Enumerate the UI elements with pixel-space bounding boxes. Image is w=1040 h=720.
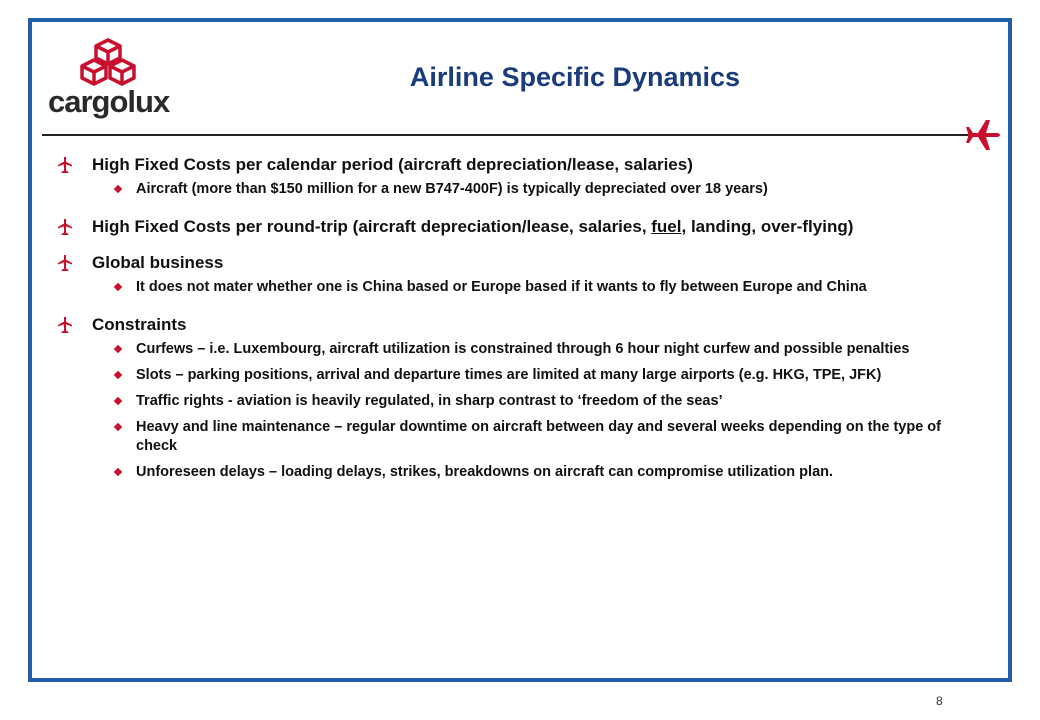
diamond-bullet-icon — [114, 423, 122, 431]
sub-bullet-text: Unforeseen delays – loading delays, strikes, breakdowns on aircraft can compromise utilization plan. — [136, 464, 834, 480]
slide-title: Airline Specific Dynamics — [409, 62, 741, 92]
page-number: 8 — [936, 694, 943, 708]
bullet-text: Constraints — [92, 315, 187, 334]
bullet-text: High Fixed Costs per calendar period (aircraft depreciation/lease, salaries) — [92, 155, 693, 174]
cargolux-logo — [48, 38, 168, 120]
bullet-text-part: , landing, over-flying) — [681, 217, 854, 236]
logo-wordmark: cargolux — [48, 84, 170, 119]
bullet-text-underlined: fuel — [651, 217, 682, 236]
airplane-bullet-icon — [58, 219, 72, 235]
sub-bullet-text: Heavy and line maintenance – regular downtime on aircraft between day and several weeks depending on the type of check — [136, 419, 941, 454]
sub-bullet-item — [52, 340, 992, 359]
sub-bullet-item — [52, 418, 992, 456]
diamond-bullet-icon — [114, 468, 122, 476]
bullet-text-part: High Fixed Costs per round-trip (aircraft depreciation/lease, salaries, — [92, 217, 652, 236]
diamond-bullet-icon — [114, 283, 122, 291]
sub-bullet-item — [52, 366, 992, 385]
airplane-bullet-icon — [58, 317, 72, 333]
bullet-item — [52, 252, 992, 274]
bullet-list — [52, 154, 992, 489]
sub-bullet-item — [52, 180, 992, 199]
sub-bullet-item — [52, 392, 992, 411]
sub-bullet-text: Curfews – i.e. Luxembourg, aircraft utilization is constrained through 6 hour night curfew and possible penalties — [136, 341, 910, 357]
bullet-item — [52, 216, 992, 238]
bullet-item — [52, 154, 992, 176]
sub-bullet-text: Traffic rights - aviation is heavily regulated, in sharp contrast to ‘freedom of the seas’ — [136, 393, 723, 409]
bullet-text: Global business — [92, 253, 224, 272]
sub-bullet-text: Aircraft (more than $150 million for a new B747-400F) is typically depreciated over 18 years) — [136, 181, 768, 197]
sub-bullet-item — [52, 463, 992, 482]
diamond-bullet-icon — [114, 345, 122, 353]
sub-bullet-text: Slots – parking positions, arrival and departure times are limited at many large airports (e.g. HKG, TPE, JFK) — [136, 367, 882, 383]
diamond-bullet-icon — [114, 185, 122, 193]
airplane-bullet-icon — [58, 157, 72, 173]
sub-bullet-text: It does not mater whether one is China based or Europe based if it wants to fly between Europe and China — [136, 279, 867, 295]
airplane-icon — [964, 118, 1002, 152]
sub-bullet-item — [52, 278, 992, 297]
airplane-bullet-icon — [58, 255, 72, 271]
header-rule — [42, 134, 972, 136]
bullet-item — [52, 314, 992, 336]
diamond-bullet-icon — [114, 371, 122, 379]
cubes-logo-icon — [48, 38, 168, 88]
diamond-bullet-icon — [114, 397, 122, 405]
